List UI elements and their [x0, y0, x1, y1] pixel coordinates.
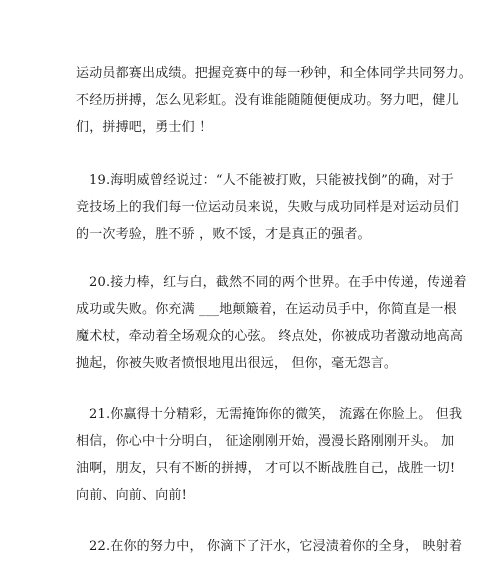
text-line: 19.海明威曾经说过：“人不能被打败，只能被找倒”的确，对于 [89, 173, 454, 188]
text-line: 不经历拼搏，怎么见彩虹。没有谁能随随便便成功。努力吧，健儿 [76, 93, 459, 108]
text-line: 22.在你的努力中， 你滴下了汗水，它浸渍着你的全身， 映射着 [89, 539, 463, 554]
text-line: 运动员都赛出成绩。把握竞赛中的每一秒钟，和全体同学共同努力。 [76, 66, 473, 81]
text-line: 的一次考验，胜不骄 ，败不馁，才是真正的强者。 [76, 227, 371, 242]
text-line: 抛起，你被失败者愤恨地甩出很远， 但你，毫无怨言。 [76, 356, 398, 371]
text-line: 向前、向前、向前! [76, 488, 188, 503]
text-line: 魔术杖，牵动着全场观众的心弦。 终点处，你被成功者激动地高高 [76, 329, 464, 344]
text-line: 们，拼搏吧，勇士们 ！ [76, 120, 213, 135]
text-line: 竞技场上的我们每一位运动员来说，失败与成功同样是对运动员们 [76, 200, 459, 215]
text-line: 油啊，朋友，只有不断的拼搏， 才可以不断战胜自己，战胜一切! [76, 461, 456, 476]
paragraph-19 [76, 167, 459, 248]
paragraph-continuation [76, 60, 473, 141]
text-line: 20.接力棒，红与白，截然不同的两个世界。在手中传递，传递着 [89, 275, 467, 290]
text-line: 21.你赢得十分精彩，无需掩饰你的微笑， 流露在你脸上。 但我 [89, 407, 463, 422]
paragraph-21 [76, 401, 463, 509]
paragraph-20 [76, 269, 467, 377]
text-line: 成功或失败。你充满 ___地颠簸着，在运动员手中，你简直是一根 [76, 302, 457, 317]
paragraph-22 [76, 533, 463, 560]
text-line: 相信，你心中十分明白， 征途刚刚开始，漫漫长路刚刚开头。 加 [76, 434, 455, 449]
